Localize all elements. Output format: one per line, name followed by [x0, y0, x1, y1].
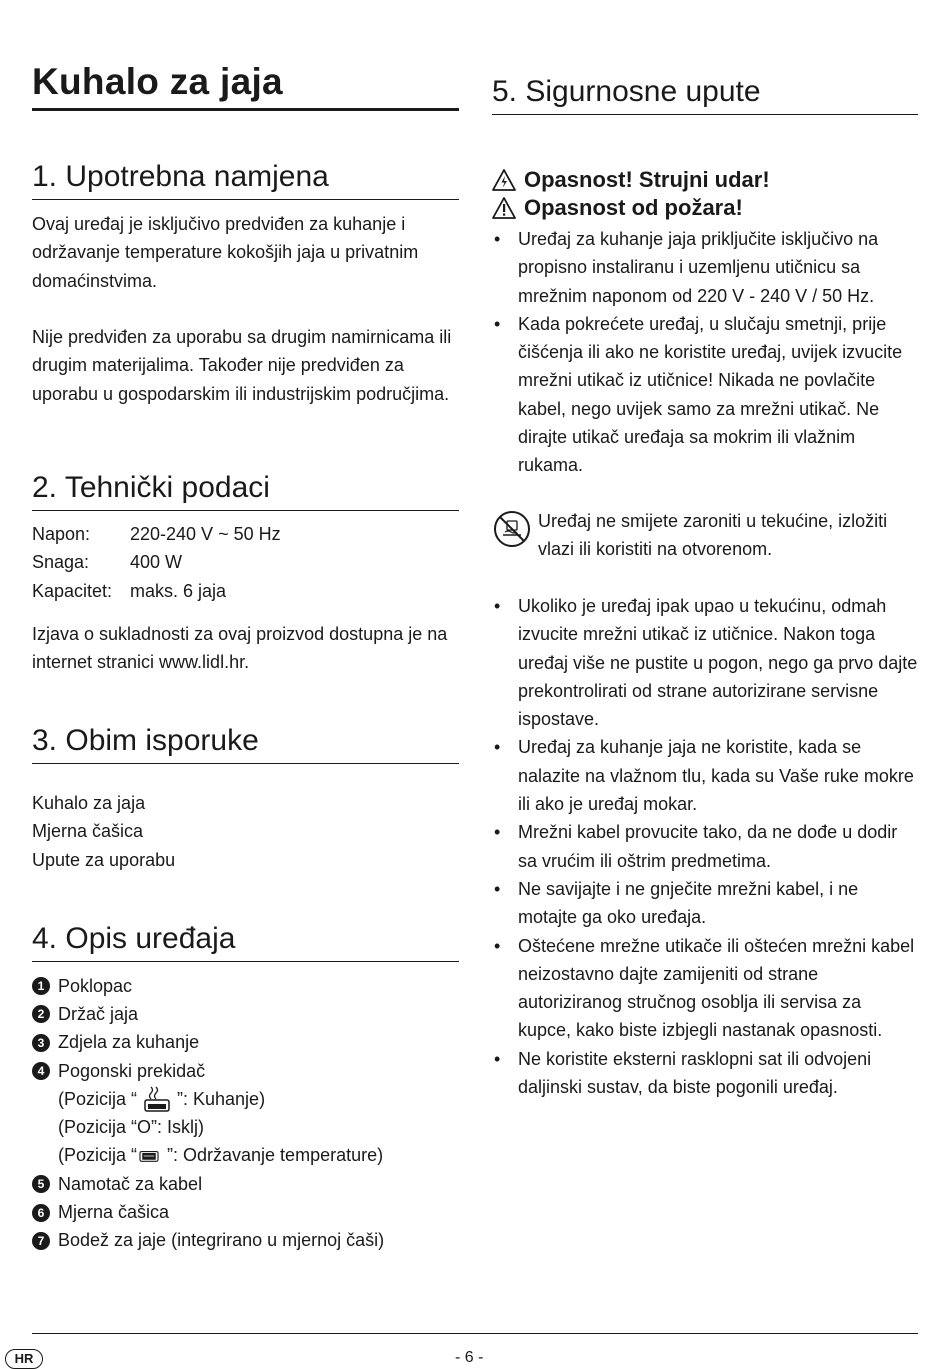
list-item	[32, 1198, 459, 1226]
section-title-technical-data: 2. Tehnički podaci	[32, 468, 459, 511]
number-badge: 2	[32, 1005, 50, 1023]
part-label: Poklopac	[58, 975, 133, 996]
part-label: Bodež za jaje (integrirano u mjernoj čaši)	[58, 1230, 385, 1251]
list-item: • Uređaj za kuhanje jaja priključite isključivo na propisno instaliranu i uzemljenu utičnicu sa mrežnim naponom od 220 V - 240 V / 50 Hz.	[492, 225, 918, 310]
spec-key: Snaga:	[32, 552, 90, 573]
number-badge: 6	[32, 1204, 50, 1222]
position-text: ”: Kuhanje)	[177, 1088, 266, 1109]
list-item: • Kada pokrećete uređaj, u slučaju smetnji, prije čišćenja ili ako ne koristite uređaj, uvijek izvucite mrežni utikač iz utičnice! Nikada ne povlačite kabel, nego uvijek samo za mrežni utikač. Ne dirajte utikač uređaja sa mokrim ili vlažnim rukama.	[492, 310, 918, 480]
number-badge: 5	[32, 1175, 50, 1193]
section-title-device-description: 4. Opis uređaja	[32, 919, 459, 962]
position-text: (Pozicija “	[58, 1088, 138, 1109]
list-item	[32, 972, 459, 1000]
safety-list-b	[492, 592, 918, 1101]
list-item: Mjerna čašica	[32, 821, 144, 842]
number-badge: 3	[32, 1034, 50, 1052]
danger-text: Opasnost od požara!	[524, 195, 743, 220]
number-badge: 4	[32, 1062, 50, 1080]
position-text: ”: Održavanje temperature)	[167, 1145, 384, 1166]
page-number: - 6 -	[455, 1349, 484, 1366]
list-item	[32, 1227, 459, 1255]
danger-text: Opasnost! Strujni udar!	[524, 167, 770, 192]
section-title-delivery: 3. Obim isporuke	[32, 721, 459, 764]
keep-warm-icon	[137, 1142, 167, 1170]
safety-list-a	[492, 225, 918, 480]
no-immersion-icon	[492, 509, 532, 549]
parts-list	[32, 972, 459, 1255]
position-text: (Pozicija “	[58, 1145, 138, 1166]
list-item: • Oštećene mrežne utikače ili oštećen mrežni kabel neizostavno dajte zamijeniti od strane autoriziranog stručnog osoblja ili servisa za kupce, kako biste izbjegli nastanak opasnosti.	[492, 932, 918, 1045]
position-text: (Pozicija “O”: Isklj)	[58, 1117, 205, 1138]
part-label: Zdjela za kuhanje	[58, 1032, 200, 1053]
part-label: Mjerna čašica	[58, 1202, 170, 1223]
list-item: • Ukoliko je uređaj ipak upao u tekućinu, odmah izvucite mrežni utikač iz utičnice. Nakon toga uređaj više ne pustite u pogon, nego ga prvo dajte prekontrolirati od strane autorizirane servisne ispostave.	[492, 592, 918, 733]
warning-icon	[492, 197, 516, 219]
list-item: • Uređaj za kuhanje jaja ne koristite, kada se nalazite na vlažnom tlu, kada su Vaše ruke mokre ili ako je uređaj mokar.	[492, 733, 918, 818]
list-item	[32, 1000, 459, 1028]
electric-warning-icon	[492, 169, 516, 191]
purpose-paragraph-2: Nije predviđen za uporabu sa drugim namirnicama ili drugim materijalima. Također nije predviđen za uporabu u gospodarskim ili industrijskim područjima.	[32, 327, 452, 404]
specs-table	[32, 520, 459, 605]
switch-position-cook	[32, 1085, 459, 1113]
spec-row	[32, 577, 459, 605]
number-badge: 7	[32, 1232, 50, 1250]
spec-value: 400 W	[130, 552, 183, 573]
list-item: Kuhalo za jaja	[32, 793, 146, 813]
conformity-text: Izjava o sukladnosti za ovaj proizvod dostupna je na internet stranici www.lidl.hr.	[32, 624, 448, 673]
list-item: • Mrežni kabel provucite tako, da ne dođe u dodir sa vrućim ili oštrim predmetima.	[492, 818, 918, 875]
spec-row	[32, 520, 459, 548]
spec-row	[32, 548, 459, 576]
list-item: • Ne koristite eksterni rasklopni sat ili odvojeni daljinski sustav, da biste pogonili uređaj.	[492, 1045, 918, 1102]
language-badge: HR	[5, 1349, 43, 1369]
page-title: Kuhalo za jaja	[32, 58, 459, 111]
switch-position-off	[32, 1113, 459, 1141]
part-label: Držač jaja	[58, 1003, 139, 1024]
list-item	[32, 1029, 459, 1057]
switch-position-keep-warm	[32, 1142, 459, 1170]
list-item: Upute za uporabu	[32, 849, 176, 870]
spec-value: 220-240 V ~ 50 Hz	[130, 524, 281, 544]
cooking-pot-icon	[137, 1085, 177, 1113]
list-item	[32, 1170, 459, 1198]
purpose-paragraph-1: Ovaj uređaj je isključivo predviđen za kuhanje i održavanje temperature kokošjih jaja u privatnim domaćinstvima.	[32, 214, 419, 291]
section-title-purpose: 1. Upotrebna namjena	[32, 157, 459, 200]
spec-value: maks. 6 jaja	[130, 580, 227, 601]
spec-key: Kapacitet:	[32, 580, 113, 601]
number-badge: 1	[32, 977, 50, 995]
spec-key: Napon:	[32, 524, 91, 544]
no-immersion-text: Uređaj ne smijete zaroniti u tekućine, izložiti vlazi ili koristiti na otvorenom.	[538, 511, 888, 560]
danger-fire	[492, 194, 743, 222]
part-label: Pogonski prekidač	[58, 1060, 206, 1081]
part-label: Namotač za kabel	[58, 1173, 203, 1194]
section-title-safety: 5. Sigurnosne upute	[492, 72, 918, 115]
danger-electric-shock	[492, 166, 770, 194]
delivery-list	[32, 789, 459, 874]
no-immersion-notice	[492, 507, 918, 564]
list-item	[32, 1057, 459, 1085]
footer-divider	[32, 1333, 918, 1334]
list-item: • Ne savijajte i ne gnječite mrežni kabel, i ne motajte ga oko uređaja.	[492, 875, 918, 932]
